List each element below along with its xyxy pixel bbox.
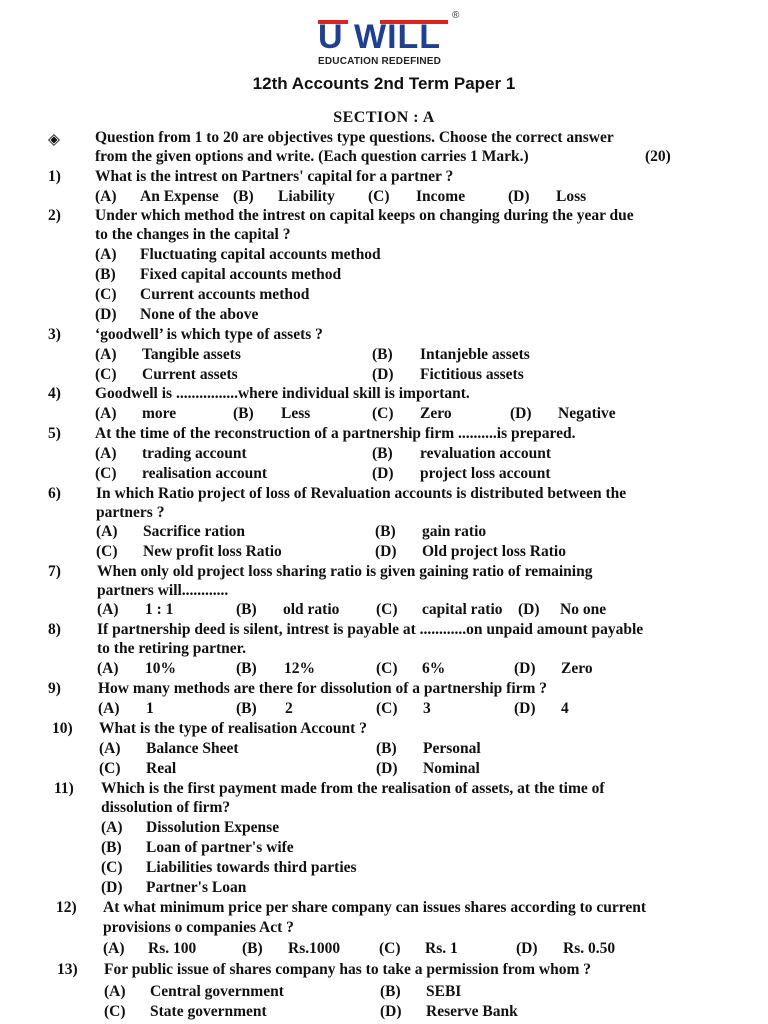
option-text: Fixed capital accounts method <box>140 266 342 283</box>
question-text: provisions o companies Act ? <box>103 919 294 936</box>
question-number: 12) <box>56 899 77 916</box>
option-label: (C) <box>372 405 394 422</box>
option-label: (B) <box>372 346 393 363</box>
option-label: (C) <box>99 760 121 777</box>
option-label: (B) <box>233 188 254 205</box>
question-text: At the time of the reconstruction of a partnership firm ..........is prepared. <box>95 425 576 442</box>
option-text: Income <box>416 188 466 205</box>
option-label: (A) <box>95 405 117 422</box>
option-label: (A) <box>104 983 126 1000</box>
option-text: Fluctuating capital accounts method <box>140 246 381 263</box>
option-text: Zero <box>561 660 593 677</box>
question-text: What is the intrest on Partners' capital for a partner ? <box>95 168 454 185</box>
option-label: (C) <box>95 366 117 383</box>
question-number: 10) <box>52 720 73 737</box>
option-text: Rs. 1 <box>425 940 458 957</box>
option-text: State government <box>150 1003 267 1020</box>
question-text: to the retiring partner. <box>97 640 246 657</box>
option-label: (A) <box>103 940 125 957</box>
instruction-line: from the given options and write. (Each question carries 1 Mark.) <box>95 148 529 165</box>
option-label: (A) <box>99 740 121 757</box>
option-text: project loss account <box>420 465 551 482</box>
option-text: Rs. 0.50 <box>563 940 616 957</box>
option-text: 3 <box>423 700 431 717</box>
registered-mark: ® <box>452 10 460 21</box>
option-label: (D) <box>101 879 123 896</box>
option-label: (D) <box>508 188 530 205</box>
option-text: 1 : 1 <box>145 601 174 618</box>
question-number: 6) <box>48 485 61 502</box>
question-number: 8) <box>48 621 61 638</box>
option-label: (C) <box>376 601 398 618</box>
option-label: (D) <box>516 940 538 957</box>
logo-wordmark: U WILL <box>318 18 442 56</box>
question-text: In which Ratio project of loss of Revaluation accounts is distributed between the <box>96 485 627 502</box>
question-text: For public issue of shares company has to take a permission from whom ? <box>104 961 591 978</box>
option-label: (D) <box>518 601 540 618</box>
option-text: Current assets <box>142 366 238 383</box>
question-text: dissolution of firm? <box>101 799 231 816</box>
option-label: (B) <box>376 740 397 757</box>
option-label: (B) <box>375 523 396 540</box>
question-text: partners will............ <box>97 582 229 599</box>
question-text: Which is the first payment made from the realisation of assets, at the time of <box>101 780 605 797</box>
question-text: At what minimum price per share company can issues shares according to current <box>103 899 647 916</box>
option-label: (A) <box>97 660 119 677</box>
option-label: (C) <box>376 660 398 677</box>
option-text: more <box>142 405 177 422</box>
option-text: Nominal <box>423 760 480 777</box>
option-text: Rs.1000 <box>288 940 341 957</box>
option-label: (B) <box>380 983 401 1000</box>
option-label: (D) <box>95 306 117 323</box>
question-text: to the changes in the capital ? <box>95 226 291 243</box>
option-label: (A) <box>97 601 119 618</box>
option-text: revaluation account <box>420 445 552 462</box>
option-text: Negative <box>558 405 616 422</box>
option-text: capital ratio <box>422 601 503 618</box>
option-label: (D) <box>514 660 536 677</box>
question-number: 3) <box>48 326 61 343</box>
option-label: (A) <box>96 523 118 540</box>
option-label: (C) <box>376 700 398 717</box>
option-label: (A) <box>95 188 117 205</box>
question-number: 13) <box>57 961 78 978</box>
section-heading: SECTION : A <box>333 109 435 126</box>
marks-total: (20) <box>645 148 671 165</box>
option-text: trading account <box>142 445 247 462</box>
bullet-icon: ◈ <box>48 131 60 148</box>
option-label: (C) <box>368 188 390 205</box>
option-label: (B) <box>242 940 263 957</box>
option-label: (B) <box>101 839 122 856</box>
option-text: No one <box>560 601 607 618</box>
option-label: (A) <box>95 346 117 363</box>
option-text: None of the above <box>140 306 259 323</box>
question-text: ‘goodwell’ is which type of assets ? <box>95 326 323 343</box>
option-text: old ratio <box>283 601 340 618</box>
question-text: Goodwell is ................where individual skill is important. <box>95 385 470 402</box>
option-label: (C) <box>96 543 118 560</box>
option-label: (A) <box>95 445 117 462</box>
option-label: (D) <box>376 760 398 777</box>
logo-tagline: EDUCATION REDEFINED <box>318 56 442 67</box>
option-label: (C) <box>95 286 117 303</box>
option-text: Balance Sheet <box>146 740 239 757</box>
option-text: Old project loss Ratio <box>422 543 566 560</box>
option-label: (D) <box>514 700 536 717</box>
option-text: Dissolution Expense <box>146 819 280 836</box>
option-text: Intanjeble assets <box>420 346 530 363</box>
option-text: Reserve Bank <box>426 1003 518 1020</box>
option-text: Less <box>281 405 311 422</box>
option-label: (C) <box>101 859 123 876</box>
option-text: gain ratio <box>422 523 487 540</box>
question-number: 5) <box>48 425 61 442</box>
option-text: Current accounts method <box>140 286 310 303</box>
option-label: (A) <box>95 246 117 263</box>
option-text: Sacrifice ration <box>143 523 246 540</box>
option-text: An Expense <box>140 188 219 205</box>
question-text: How many methods are there for dissolution of a partnership firm ? <box>98 680 548 697</box>
question-number: 4) <box>48 385 61 402</box>
option-text: Real <box>146 760 177 777</box>
option-text: realisation account <box>142 465 267 482</box>
option-text: New profit loss Ratio <box>143 543 282 560</box>
option-label: (D) <box>375 543 397 560</box>
question-number: 9) <box>48 680 61 697</box>
option-text: 6% <box>422 660 446 677</box>
option-text: Fictitious assets <box>420 366 524 383</box>
option-label: (C) <box>379 940 401 957</box>
option-label: (D) <box>510 405 532 422</box>
option-text: Personal <box>423 740 481 757</box>
question-number: 1) <box>48 168 61 185</box>
option-text: Central government <box>150 983 284 1000</box>
option-label: (D) <box>372 465 394 482</box>
option-text: 10% <box>145 660 176 677</box>
option-text: Loss <box>556 188 587 205</box>
question-number: 2) <box>48 207 61 224</box>
option-text: Zero <box>420 405 452 422</box>
question-number: 7) <box>48 563 61 580</box>
option-text: Liabilities towards third parties <box>146 859 357 876</box>
option-label: (D) <box>372 366 394 383</box>
option-text: Partner's Loan <box>146 879 247 896</box>
option-label: (B) <box>236 660 257 677</box>
option-text: 2 <box>285 700 293 717</box>
uwill-logo <box>318 8 460 70</box>
option-label: (C) <box>104 1003 126 1020</box>
question-text: If partnership deed is silent, intrest is payable at ............on unpaid amount payable <box>97 621 644 638</box>
option-label: (A) <box>101 819 123 836</box>
option-label: (A) <box>98 700 120 717</box>
option-label: (B) <box>233 405 254 422</box>
question-text: Under which method the intrest on capital keeps on changing during the year due <box>95 207 634 224</box>
option-label: (C) <box>95 465 117 482</box>
question-number: 11) <box>54 780 74 797</box>
option-text: Loan of partner's wife <box>146 839 294 856</box>
question-text: partners ? <box>96 504 165 521</box>
option-text: 1 <box>146 700 154 717</box>
option-label: (B) <box>236 601 257 618</box>
option-text: Liability <box>278 188 335 205</box>
option-label: (B) <box>236 700 257 717</box>
instruction-line: Question from 1 to 20 are objectives type questions. Choose the correct answer <box>95 129 614 146</box>
paper-title: 12th Accounts 2nd Term Paper 1 <box>252 74 516 93</box>
option-label: (B) <box>95 266 116 283</box>
option-text: SEBI <box>426 983 462 1000</box>
option-label: (B) <box>372 445 393 462</box>
question-text: What is the type of realisation Account ? <box>99 720 367 737</box>
question-text: When only old project loss sharing ratio is given gaining ratio of remaining <box>97 563 593 580</box>
option-label: (D) <box>380 1003 402 1020</box>
option-text: 4 <box>561 700 569 717</box>
option-text: Rs. 100 <box>148 940 197 957</box>
option-text: Tangible assets <box>142 346 241 363</box>
option-text: 12% <box>284 660 315 677</box>
